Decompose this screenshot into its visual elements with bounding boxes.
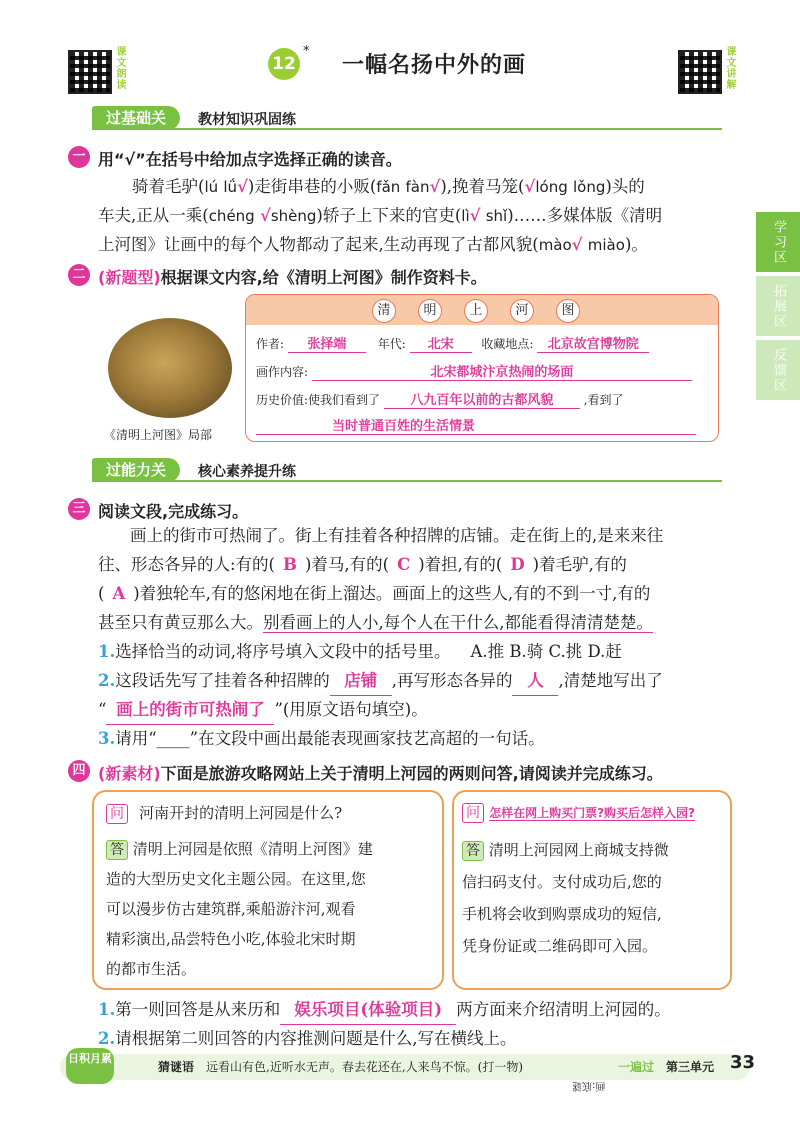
era-answer[interactable]: 北宋 bbox=[410, 333, 472, 353]
q2-tag: (新题型) bbox=[98, 268, 161, 287]
side-tab-expand[interactable]: 拓展区 bbox=[756, 276, 800, 336]
painting-caption: 《清明上河图》局部 bbox=[104, 428, 213, 442]
qa-right-answer: 答 清明上河园网上商城支持微 信扫码支付。支付成功后,您的 手机将会收到购票成功的短信, 凭身份证或二维码即可入园。 bbox=[462, 841, 669, 955]
question-badge-2: 二 bbox=[68, 264, 90, 286]
value-answer-1[interactable]: 八九百年以前的古都风貌 bbox=[384, 389, 580, 409]
section-banner-basic: 过基础关 bbox=[92, 106, 180, 130]
underlined-sentence[interactable]: 别看画上的人小,每个人在干什么,都能看得清清楚楚。 bbox=[263, 613, 653, 632]
q4-sub-1: 1.第一则回答是从来历和 娱乐项目(体验项目) 两方面来介绍清明上河园的。 bbox=[98, 995, 743, 1025]
unit-label: 第三单元 bbox=[666, 1060, 715, 1074]
question-badge-3: 三 bbox=[68, 498, 90, 520]
lesson-number: 12 bbox=[268, 48, 300, 80]
q1-prompt: 用“√”在括号中给加点字选择正确的读音。 bbox=[98, 150, 402, 169]
q1-line-2: 车夫,正从一乘(chéng √shèng)轿子上下来的官吏(lì√ shǐ)……多媒体版《清明 bbox=[98, 206, 663, 225]
qr-code-left[interactable] bbox=[68, 50, 112, 94]
sub2-answer-2[interactable]: 人 bbox=[512, 666, 558, 696]
q3-sub-2b: “ 画上的街市可热闹了 ”(用原文语句填空)。 bbox=[98, 695, 743, 725]
card-title-char: 河 bbox=[510, 299, 534, 323]
section-subtitle-ability: 核心素养提升练 bbox=[198, 464, 296, 480]
question-badge-1: 一 bbox=[68, 146, 90, 168]
page-title: 一幅名扬中外的画 bbox=[342, 53, 527, 78]
answer-tag: 答 bbox=[106, 840, 128, 860]
page-number: 33 bbox=[730, 1052, 756, 1073]
section-banner-ability: 过能力关 bbox=[92, 458, 180, 482]
side-tabs bbox=[756, 212, 800, 400]
q3-para-line-3: ( A )着独轮车,有的悠闲地在街上溜达。画面上的这些人,有的不到一寸,有的 bbox=[98, 584, 651, 603]
q2-prompt-line bbox=[98, 265, 487, 288]
side-tab-feedback[interactable]: 反馈区 bbox=[756, 340, 800, 400]
card-row-author: 作者: 张择端 年代: 北宋 收藏地点: 北京故宫博物院 bbox=[256, 333, 649, 353]
painting-image bbox=[108, 318, 232, 418]
qa-box-right bbox=[452, 790, 732, 990]
sub2-answer-3[interactable]: 画上的街市可热闹了 bbox=[106, 695, 274, 725]
q3-para-line-2: 往、形态各异的人:有的( B )着马,有的( C )着担,有的( D )着毛驴,有的 bbox=[98, 555, 627, 574]
riddle-answer: 画:底谜 bbox=[572, 1080, 606, 1091]
question-tag: 问 bbox=[462, 803, 484, 823]
q4-tag: (新素材) bbox=[98, 764, 161, 783]
qr-code-right[interactable] bbox=[678, 50, 722, 94]
brand-name: 一遍过 bbox=[618, 1060, 655, 1074]
card-row-content: 画作内容: 北宋都城汴京热闹的场面 bbox=[256, 361, 692, 381]
qa-left-question: 问 河南开封的清明上河园是什么? bbox=[106, 802, 342, 824]
sub2-answer-1[interactable]: 店铺 bbox=[330, 666, 392, 696]
q3-prompt: 阅读文段,完成练习。 bbox=[98, 502, 249, 521]
blank-answer-4[interactable]: A bbox=[112, 584, 126, 603]
q3-sub-1: 1.选择恰当的动词,将序号填入文段中的括号里。 A.推 B.骑 C.挑 D.赶 bbox=[98, 642, 622, 661]
q3-para-line-4: 甚至只有黄豆那么大。别看画上的人小,每个人在干什么,都能看得清清楚楚。 bbox=[98, 613, 653, 632]
card-title-char: 上 bbox=[464, 299, 488, 323]
card-row-value: 历史价值:使我们看到了 八九百年以前的古都风貌 ,看到了 bbox=[256, 389, 624, 409]
q3-sub-2: 2.这段话先写了挂着各种招牌的 店铺 ,再写形态各异的 人 ,清楚地写出了 bbox=[98, 666, 743, 696]
card-title-char: 图 bbox=[556, 299, 580, 323]
answer-tag: 答 bbox=[462, 841, 484, 861]
content-answer[interactable]: 北宋都城汴京热闹的场面 bbox=[312, 361, 692, 381]
section-divider bbox=[92, 480, 722, 482]
q3-para-line-1: 画上的街市可热闹了。街上有挂着各种招牌的店铺。走在街上的,是来来往 bbox=[130, 526, 664, 545]
q1-line-1: 骑着毛驴(lú lǘ√)走街串巷的小贩(fǎn fàn√),挽着马笼(√lóng lǒng)头的 bbox=[132, 177, 645, 196]
card-title-char: 清 bbox=[372, 299, 396, 323]
author-answer[interactable]: 张择端 bbox=[288, 333, 366, 353]
section-divider bbox=[92, 128, 722, 130]
blank-answer-1[interactable]: B bbox=[283, 555, 297, 574]
blank-answer-2[interactable]: C bbox=[397, 555, 411, 574]
question-badge-4: 四 bbox=[68, 760, 90, 782]
right-question-answer[interactable]: 怎样在网上购买门票?购买后怎样入园? bbox=[489, 806, 696, 820]
q2-prompt: 根据课文内容,给《清明上河图》制作资料卡。 bbox=[160, 268, 487, 287]
section-subtitle-basic: 教材知识巩固练 bbox=[198, 112, 296, 128]
side-tab-study[interactable]: 学习区 bbox=[756, 212, 800, 272]
q4-prompt: 下面是旅游攻略网站上关于清明上河园的两则问答,请阅读并完成练习。 bbox=[160, 764, 663, 783]
q4-prompt-line bbox=[98, 761, 663, 784]
info-card-title bbox=[372, 299, 580, 323]
qa-left-answer: 答 清明上河园是依照《清明上河图》建 造的大型历史文化主题公园。在这里,您 可以漫步仿古建筑群,乘船游汴河,观看 精彩演出,品尝特色小吃,体验北宋时期 的都市生活。 bbox=[106, 840, 373, 978]
qa-right-question bbox=[462, 802, 695, 823]
qr-label-right: 课文讲解 bbox=[724, 46, 735, 90]
value-answer-2[interactable]: 当时普通百姓的生活情景 bbox=[256, 415, 696, 435]
q3-sub-3: 3.请用“____”在文段中画出最能表现画家技艺高超的一句话。 bbox=[98, 729, 545, 748]
question-tag: 问 bbox=[106, 804, 128, 824]
footer-logo: 日积月累 bbox=[66, 1048, 114, 1084]
blank-answer-3[interactable]: D bbox=[510, 555, 525, 574]
riddle-label: 猜谜语 bbox=[158, 1060, 195, 1074]
qr-label-left: 课文朗读 bbox=[114, 46, 125, 90]
card-row-value-2 bbox=[256, 415, 696, 435]
q4-sub-2: 2.请根据第二则回答的内容推测问题是什么,写在横线上。 bbox=[98, 1029, 517, 1048]
riddle-text: 远看山有色,近听水无声。春去花还在,人来鸟不惊。(打一物) bbox=[206, 1060, 523, 1074]
card-title-char: 明 bbox=[418, 299, 442, 323]
q4-sub1-answer[interactable]: 娱乐项目(体验项目) bbox=[280, 995, 456, 1025]
place-answer[interactable]: 北京故宫博物院 bbox=[537, 333, 649, 353]
qa-box-left bbox=[92, 790, 444, 990]
q1-line-3: 上河图》让画中的每个人物都动了起来,生动再现了古都风貌(mào√ miào)。 bbox=[98, 235, 648, 254]
info-card bbox=[245, 294, 719, 442]
lesson-star: * bbox=[303, 44, 310, 59]
